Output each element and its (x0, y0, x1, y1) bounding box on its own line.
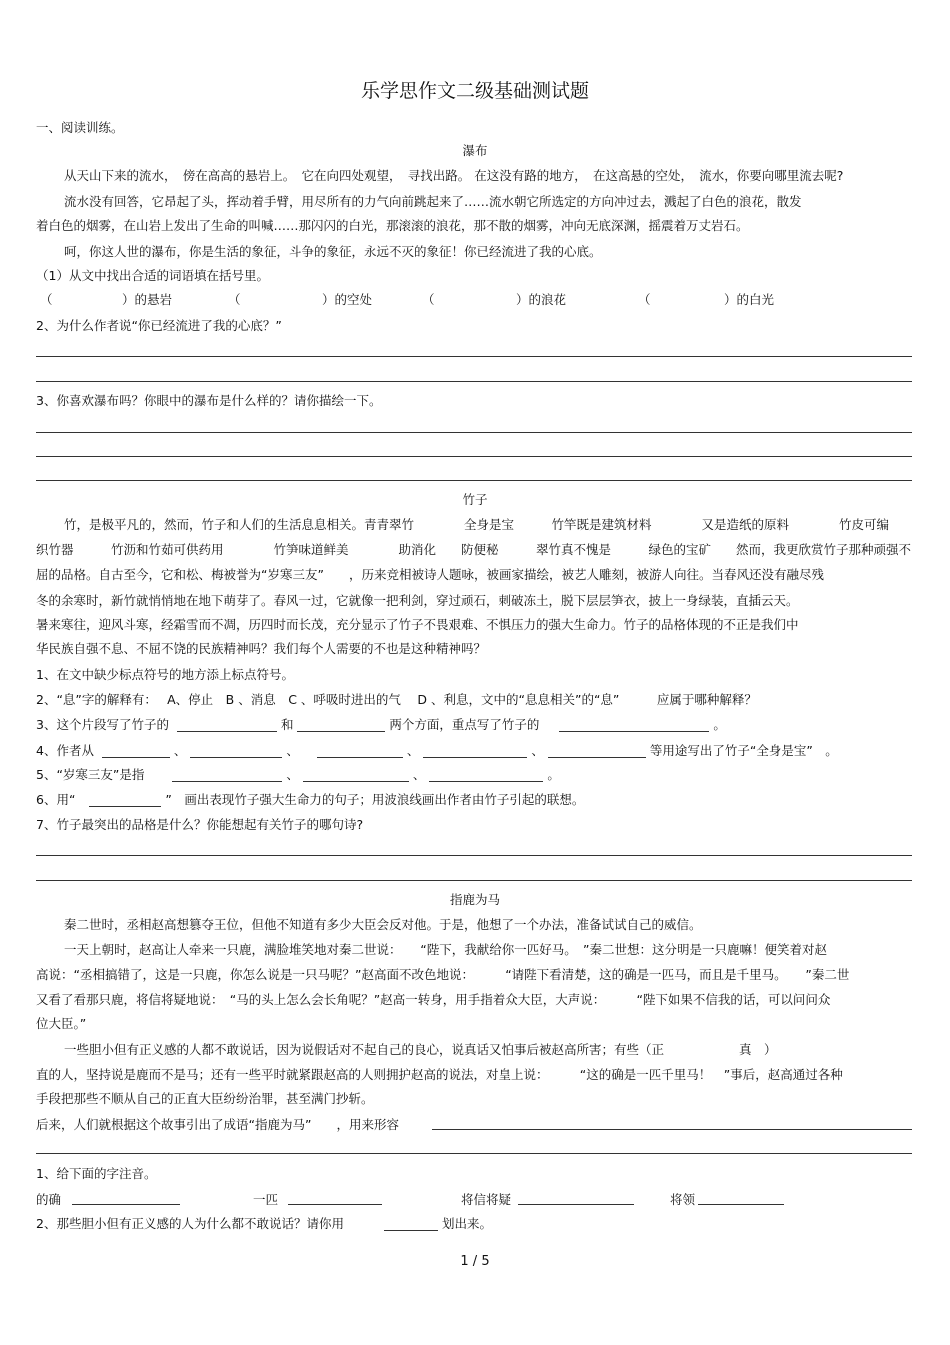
page-number: 1 / 5 (460, 1254, 490, 1269)
fill-blank[interactable] (384, 1217, 438, 1231)
fill-blank[interactable] (89, 793, 161, 807)
question-text: 两个方面，重点写了竹子的 (389, 717, 540, 732)
question-6 (36, 790, 584, 808)
question-text: ” 画出表现竹子强大生命力的句子；用波浪线画出作者由竹子引起的联想。 (165, 792, 585, 807)
question-text: 和 (280, 717, 294, 732)
fill-blank[interactable] (297, 718, 385, 732)
fill-blank[interactable]: ）的白光 (724, 292, 775, 307)
answer-line[interactable] (36, 432, 912, 433)
paragraph-line: 冬的余寒时，新竹就悄悄地在地下萌芽了。春风一过，它就像一把利剑，穿过顽石，刺破冻土，脱下层层笋衣，披上一身绿装，直插云天。 (36, 593, 799, 608)
fill-blank[interactable] (288, 1204, 382, 1205)
question-4 (36, 741, 838, 759)
separator: 、 (412, 767, 426, 782)
fill-blank[interactable] (518, 1204, 634, 1205)
question-2: 2、“息”字的解释有： A、停止 B 、消息 C 、呼吸时进出的气 D 、利息，文中的“息息相关”的“息” 应属于哪种解释？ (36, 692, 757, 707)
bracket-open: （ (638, 292, 651, 307)
bracket-open: （ (422, 292, 435, 307)
answer-line[interactable] (36, 480, 912, 481)
pinyin-word: 将领 (670, 1192, 696, 1207)
fill-blank[interactable] (102, 744, 170, 758)
paragraph-line: 竹，是极平凡的，然而，竹子和人们的生活息息相关。青青翠竹 全身是宝 竹竿既是建筑材料 又是造纸的原料 竹皮可编 (64, 517, 890, 532)
fill-blank[interactable] (432, 1129, 912, 1130)
fill-blank[interactable]: ）的悬岩 (122, 292, 173, 307)
question-text: 3、这个片段写了竹子的 (36, 717, 169, 732)
fill-blank[interactable] (559, 718, 709, 732)
separator: 、 (286, 767, 299, 782)
fill-blank[interactable] (177, 718, 277, 732)
question-3: 3、你喜欢瀑布吗？你眼中的瀑布是什么样的？请你描绘一下。 (36, 393, 382, 408)
question-3 (36, 715, 726, 733)
paragraph: 呵，你这人世的瀑布，你是生活的象征，斗争的象征，永远不灭的象征！你已经流进了我的心底。 (64, 244, 602, 259)
answer-line[interactable] (36, 356, 912, 357)
question-text: 6、用“ (36, 792, 76, 807)
paragraph-line: 位大臣。” (36, 1016, 87, 1031)
idiom-question: 后来，人们就根据这个故事引出了成语“指鹿为马” ，用来形容 (36, 1117, 399, 1132)
fill-blank[interactable]: ）的空处 (322, 292, 373, 307)
question-text: 2、那些胆小但有正义感的人为什么都不敢说话？请你用 (36, 1216, 344, 1231)
section-heading: 一、阅读训练。 (36, 120, 124, 135)
question-text: 划出来。 (441, 1216, 492, 1231)
fill-blank[interactable] (698, 1204, 784, 1205)
question-2 (36, 1214, 492, 1232)
pinyin-word: 的确 (36, 1192, 62, 1207)
paragraph: 流水没有回答，它昂起了头，挥动着手臂，用尽所有的力气向前跳起来了……流水朝它所选定的方向冲过去，溅起了白色的浪花，散发 (64, 194, 802, 209)
paragraph-line: 直的人，坚持说是鹿而不是马；还有一些平时就紧跟赵高的人则拥护赵高的说法，对皇上说： “这的确是一匹千里马！ ”事后，赵高通过各种 (36, 1067, 843, 1082)
separator: 、 (406, 743, 420, 758)
question-text: 。 (713, 717, 726, 732)
answer-line[interactable] (36, 381, 912, 382)
fill-blank[interactable] (548, 744, 646, 758)
paragraph-line: 暑来寒往，迎风斗寒，经霜雪而不凋，历四时而长茂，充分显示了竹子不畏艰难、不惧压力的强大生命力。竹子的品格体现的不正是我们中 (36, 617, 799, 632)
question-text: 。 (547, 767, 560, 782)
paragraph-line: 高说：“丞相搞错了，这是一只鹿，你怎么说是一只马呢？”赵高面不改色地说： “请陛下看清楚，这的确是一匹马，而且是千里马。 ”秦二世 (36, 967, 850, 982)
answer-line[interactable] (36, 855, 912, 856)
fill-blank[interactable] (429, 768, 543, 782)
paragraph: 着白色的烟雾，在山岩上发出了生命的叫喊……那闪闪的白光，那滚滚的浪花，那不散的烟雾，冲向无底深渊，摇震着万丈岩石。 (36, 218, 749, 233)
question-2: 2、为什么作者说“你已经流进了我的心底？” (36, 318, 282, 333)
question-text: 等用途写出了竹子“全身是宝” 。 (649, 743, 838, 758)
answer-line[interactable] (36, 456, 912, 457)
paragraph-line: 手段把那些不顺从自己的正直大臣纷纷治罪，甚至满门抄斩。 (36, 1091, 374, 1106)
paragraph-line: 华民族自强不息、不屈不饶的民族精神吗？我们每个人需要的不也是这种精神吗？ (36, 641, 487, 656)
question-7: 7、竹子最突出的品格是什么？你能想起有关竹子的哪句诗? (36, 817, 364, 832)
question-5 (36, 765, 560, 783)
fill-blank[interactable] (172, 768, 282, 782)
separator: 、 (286, 743, 299, 758)
paragraph-line: 屈的品格。自古至今，它和松、梅被誉为“岁寒三友” ，历来竞相被诗人题咏，被画家描绘，被艺人雕刻，被游人向往。当春风还没有融尽残 (36, 567, 824, 582)
fill-blank[interactable] (72, 1204, 180, 1205)
answer-line[interactable] (36, 880, 912, 881)
fill-blank[interactable] (423, 744, 527, 758)
paragraph-line: 秦二世时，丞相赵高想篡夺王位，但他不知道有多少大臣会反对他。于是，他想了一个办法，准备试试自己的威信。 (64, 917, 702, 932)
paragraph-line: 织竹器 竹沥和竹茹可供药用 竹笋味道鲜美 助消化 防便秘 翠竹真不愧是 绿色的宝矿 然而，我更欣赏竹子那种顽强不 (36, 542, 912, 557)
passage-title-waterfall: 瀑布 (462, 143, 488, 158)
question-text: 4、作者从 (36, 743, 94, 758)
paragraph-line: 一天上朝时，赵高让人牵来一只鹿，满脸堆笑地对秦二世说： “陛下，我献给你一匹好马。 ”秦二世想：这分明是一只鹿嘛！便笑着对赵 (64, 942, 827, 957)
separator: 、 (173, 743, 187, 758)
fill-blank[interactable] (190, 744, 282, 758)
bracket-open: （ (228, 292, 241, 307)
pinyin-word: 一匹 (253, 1192, 279, 1207)
fill-blank[interactable] (303, 768, 409, 782)
fill-blank[interactable] (317, 744, 403, 758)
passage-title-bamboo: 竹子 (462, 492, 488, 507)
separator: 、 (531, 743, 544, 758)
question-1: 1、给下面的字注音。 (36, 1166, 157, 1181)
question-1: 1、在文中缺少标点符号的地方添上标点符号。 (36, 667, 294, 682)
page-title: 乐学思作文二级基础测试题 (360, 80, 589, 102)
question-text: 5、“岁寒三友”是指 (36, 767, 145, 782)
paragraph-line: 又看了看那只鹿，将信将疑地说： “马的头上怎么会长角呢？”赵高一转身，用手指着众大臣，大声说： “陛下如果不信我的话，可以问问众 (36, 992, 831, 1007)
bracket-open: （ (40, 292, 53, 307)
paragraph-line: 一些胆小但有正义感的人都不敢说话，因为说假话对不起自己的良心，说真话又怕事后被赵高所害；有些（正 真 ） (64, 1042, 777, 1057)
fill-blank[interactable]: ）的浪花 (516, 292, 567, 307)
question-1: （1）从文中找出合适的词语填在括号里。 (36, 268, 269, 283)
pinyin-word: 将信将疑 (461, 1192, 512, 1207)
passage-title-idiom: 指鹿为马 (449, 892, 500, 907)
paragraph: 从天山下来的流水， 傍在高高的悬岩上。 它在向四处观望， 寻找出路。 在这没有路的地方， 在这高悬的空处， 流水，你要向哪里流去呢? (64, 168, 844, 183)
answer-line[interactable] (36, 1153, 912, 1154)
